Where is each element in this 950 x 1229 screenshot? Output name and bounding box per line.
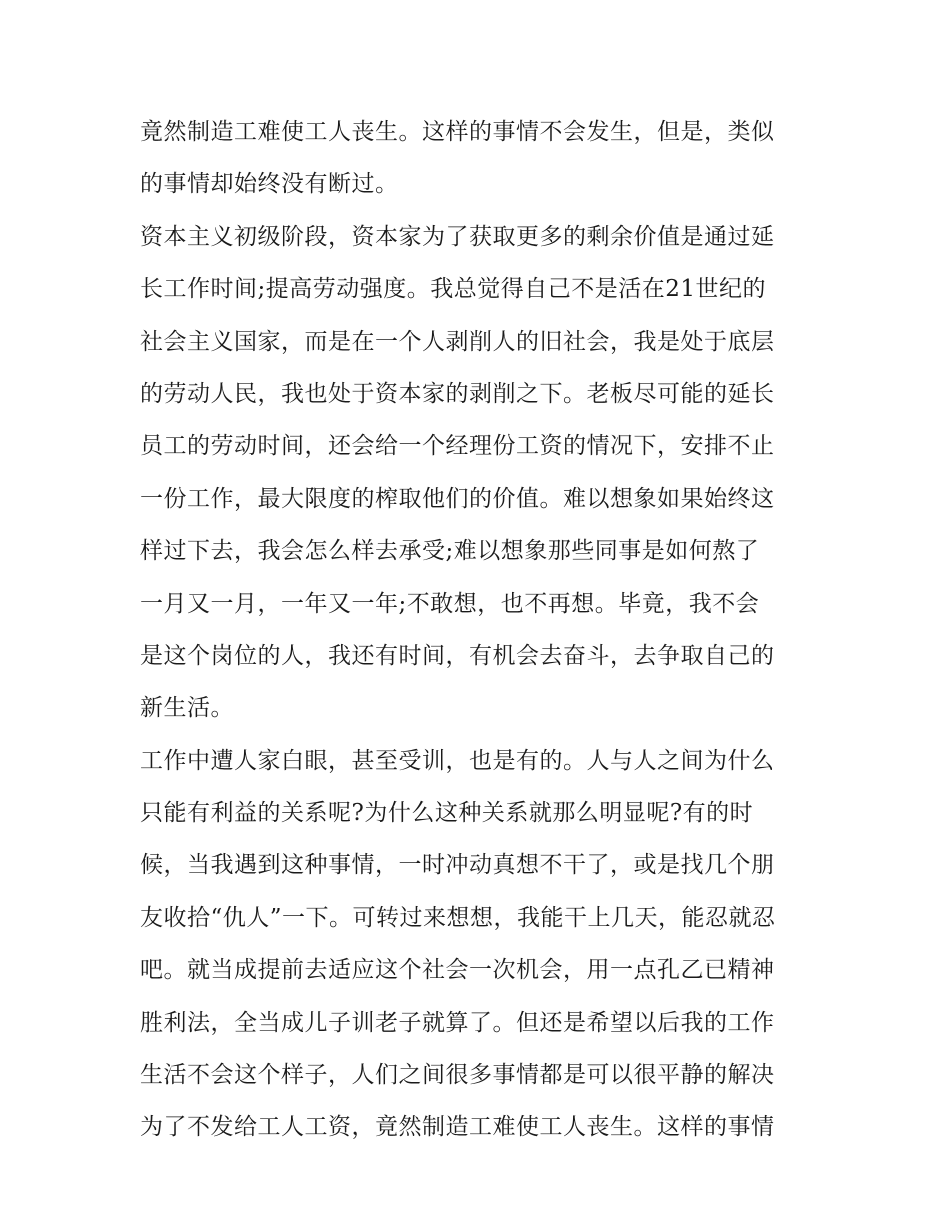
text-line: 为了不发给工人工资，竟然制造工难使工人丧生。这样的事情 xyxy=(140,1114,775,1141)
text-line: 样过下去，我会怎么样去承受;难以想象那些同事是如何熬了 xyxy=(140,538,760,565)
text-line: 候，当我遇到这种事情，一时冲动真想不干了，或是找几个朋 xyxy=(140,852,775,879)
text-line: 长工作时间;提高劳动强度。我总觉得自己不是活在21世纪的 xyxy=(140,276,767,303)
text-line: 一份工作，最大限度的榨取他们的价值。难以想象如果始终这 xyxy=(140,485,775,512)
text-line: 友收拾“仇人”一下。可转过来想想，我能干上几天，能忍就忍 xyxy=(140,904,776,931)
body-text xyxy=(140,106,830,1154)
text-line: 的劳动人民，我也处于资本家的剥削之下。老板尽可能的延长 xyxy=(140,380,775,407)
text-line: 吧。就当成提前去适应这个社会一次机会，用一点孔乙已精神 xyxy=(140,957,775,984)
text-line: 社会主义国家，而是在一个人剥削人的旧社会，我是处于底层 xyxy=(140,328,775,355)
text-line: 生活不会这个样子，人们之间很多事情都是可以很平静的解决 xyxy=(140,1062,775,1089)
text-line: 新生活。 xyxy=(140,695,234,722)
text-line: 一月又一月，一年又一年;不敢想，也不再想。毕竟，我不会 xyxy=(140,590,760,617)
text-line: 的事情却始终没有断过。 xyxy=(140,171,399,198)
text-line: 是这个岗位的人，我还有时间，有机会去奋斗，去争取自己的 xyxy=(140,642,775,669)
text-line: 竟然制造工难使工人丧生。这样的事情不会发生，但是，类似 xyxy=(140,119,775,145)
text-line: 资本主义初级阶段，资本家为了获取更多的剩余价值是通过延 xyxy=(140,223,775,250)
text-line: 胜利法，全当成儿子训老子就算了。但还是希望以后我的工作 xyxy=(140,1009,775,1036)
text-line: 只能有利益的关系呢?为什么这种关系就那么明显呢?有的时 xyxy=(140,800,754,827)
text-line: 员工的劳动时间，还会给一个经理份工资的情况下，安排不止 xyxy=(140,433,775,460)
text-line: 工作中遭人家白眼，甚至受训，也是有的。人与人之间为什么 xyxy=(140,747,775,774)
